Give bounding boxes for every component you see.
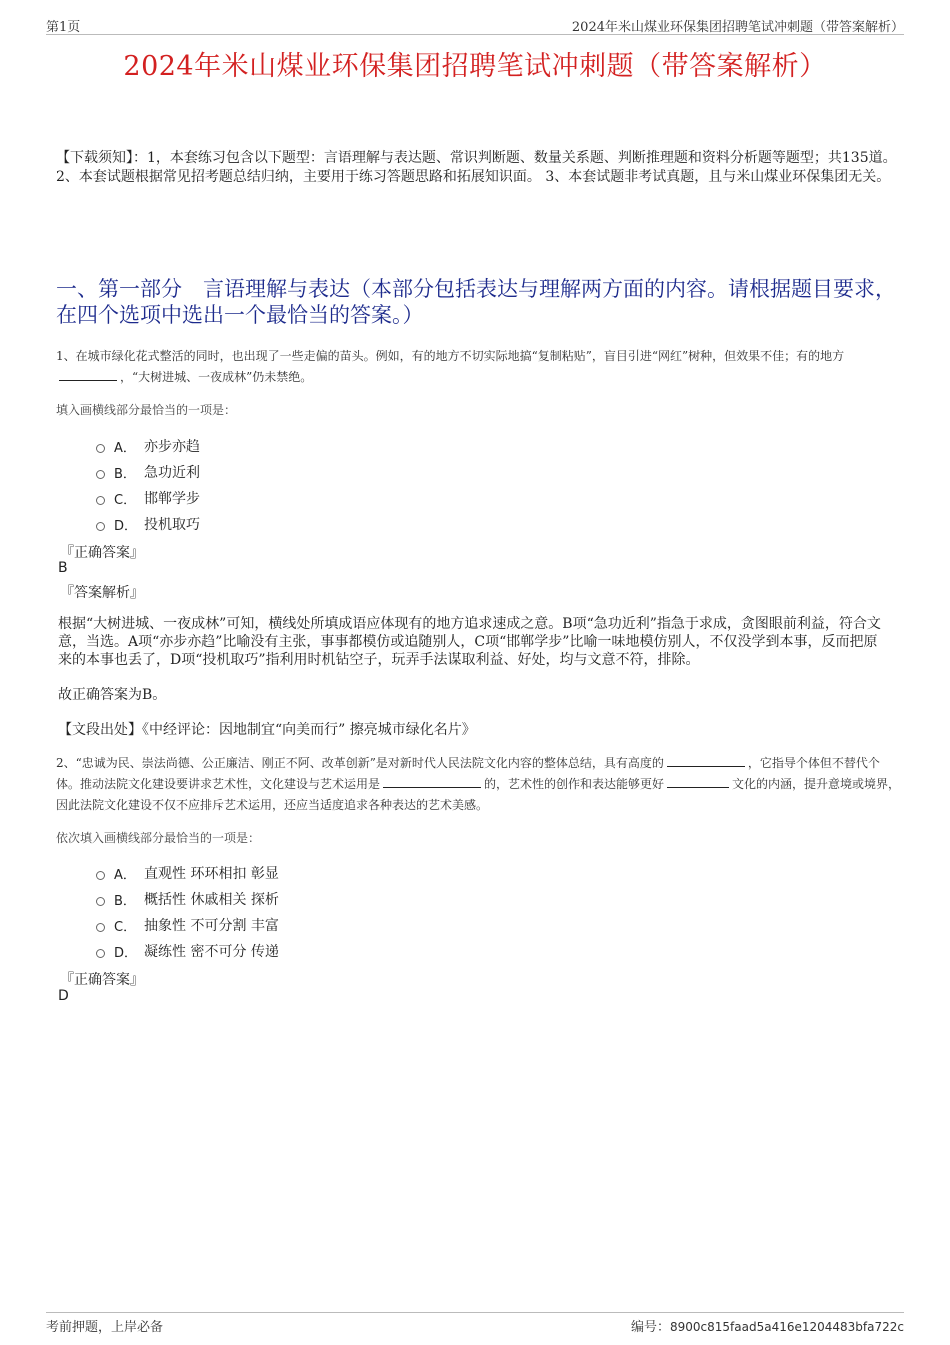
option-c[interactable]: C． 邯郸学步 (96, 485, 200, 511)
radio-icon[interactable] (96, 522, 105, 531)
footer-slogan: 考前押题，上岸必备 (46, 1320, 164, 1335)
option-d[interactable]: D． 投机取巧 (96, 511, 200, 537)
fill-blank (383, 786, 481, 788)
question-1-stem (56, 346, 901, 388)
correct-answer-label: 『正确答案』 (60, 545, 144, 561)
question-2-prompt: 依次填入画横线部分最恰当的一项是： (56, 831, 261, 845)
correct-answer-label: 『正确答案』 (60, 972, 144, 988)
question-1-text-a: 1、在城市绿化花式整活的同时，也出现了一些走偏的苗头。例如，有的地方不切实际地搞“复制粘贴”，盲目引进“网红”树种，但效果不佳；有的地方 (56, 349, 845, 363)
page-footer (46, 1312, 904, 1333)
section-heading: 一、第一部分 言语理解与表达（本部分包括表达与理解两方面的内容。请根据题目要求，在四个选项中选出一个最恰当的答案。） (56, 277, 896, 327)
page-number: 第1页 (46, 20, 81, 35)
correct-answer: D (58, 988, 69, 1004)
radio-icon[interactable] (96, 949, 105, 958)
question-1-prompt: 填入画横线部分最恰当的一项是： (56, 403, 237, 417)
analysis-label: 『答案解析』 (60, 585, 144, 601)
document-title: 2024年米山煤业环保集团招聘笔试冲刺题（带答案解析） (123, 51, 827, 82)
question-2-stem: 2、“忠诚为民、崇法尚德、公正廉洁、刚正不阿、改革创新”是对新时代人民法院文化内容的整体总结，具有高度的 ，它指导个体但不替代个体。推动法院文化建设要讲求艺术性，文化建设与艺术运用是 的，艺术性的创作和表达能够更好 文化的内涵，提升意境或境界，因此法院文化建设不仅不应排斥艺术运用，还应当适度追求各种表达的艺术美感。 (56, 756, 901, 812)
option-b[interactable]: B． 急功近利 (96, 459, 200, 485)
radio-icon[interactable] (96, 897, 105, 906)
radio-icon[interactable] (96, 496, 105, 505)
fill-blank (667, 786, 729, 788)
question-1-options (96, 433, 200, 537)
option-c[interactable]: C． 抽象性 不可分割 丰富 (96, 912, 279, 938)
radio-icon[interactable] (96, 444, 105, 453)
answer-conclusion: 故正确答案为B。 (58, 687, 167, 703)
correct-answer: B (58, 560, 68, 576)
option-d[interactable]: D． 凝练性 密不可分 传递 (96, 938, 279, 964)
radio-icon[interactable] (96, 923, 105, 932)
question-1-text-b: ，“大树进城、一夜成林”仍未禁绝。 (120, 370, 313, 384)
option-a[interactable]: A． 亦步亦趋 (96, 433, 200, 459)
document-code: 编号：8900c815faad5a416e1204483bfa722c (630, 1320, 904, 1335)
page-header (46, 14, 904, 35)
option-b[interactable]: B． 概括性 休戚相关 探析 (96, 886, 279, 912)
download-notice: 【下载须知】：1，本套练习包含以下题型：言语理解与表达题、常识判断题、数量关系题、判断推理题和资料分析题等题型；共135道。 2、本套试题根据常见招考题总结归纳，主要用于练习答题思路和拓展知识面。 3、本套试题非考试真题，且与米山煤业环保集团无关。 (56, 150, 897, 185)
radio-icon[interactable] (96, 871, 105, 880)
answer-analysis: 根据“大树进城、一夜成林”可知，横线处所填成语应体现有的地方追求速成之意。B项“急功近利”指急于求成，贪图眼前利益，符合文意，当选。A项“亦步亦趋”比喻没有主张，事事都模仿或追随别人，C项“邯郸学步”比喻一味地模仿别人，不仅没学到本事，反而把原来的本事也丢了，D项“投机取巧”指利用时机钻空子，玩弄手法谋取利益、好处，均与文意不符，排除。 (58, 616, 881, 668)
fill-blank (59, 379, 117, 381)
radio-icon[interactable] (96, 470, 105, 479)
option-a[interactable]: A． 直观性 环环相扣 彰显 (96, 860, 279, 886)
fill-blank (667, 765, 745, 767)
passage-source: 【文段出处】《中经评论：因地制宜“向美而行” 擦亮城市绿化名片》 (58, 722, 476, 738)
question-2-options (96, 860, 279, 964)
header-doc-title: 2024年米山煤业环保集团招聘笔试冲刺题（带答案解析） (571, 20, 904, 35)
